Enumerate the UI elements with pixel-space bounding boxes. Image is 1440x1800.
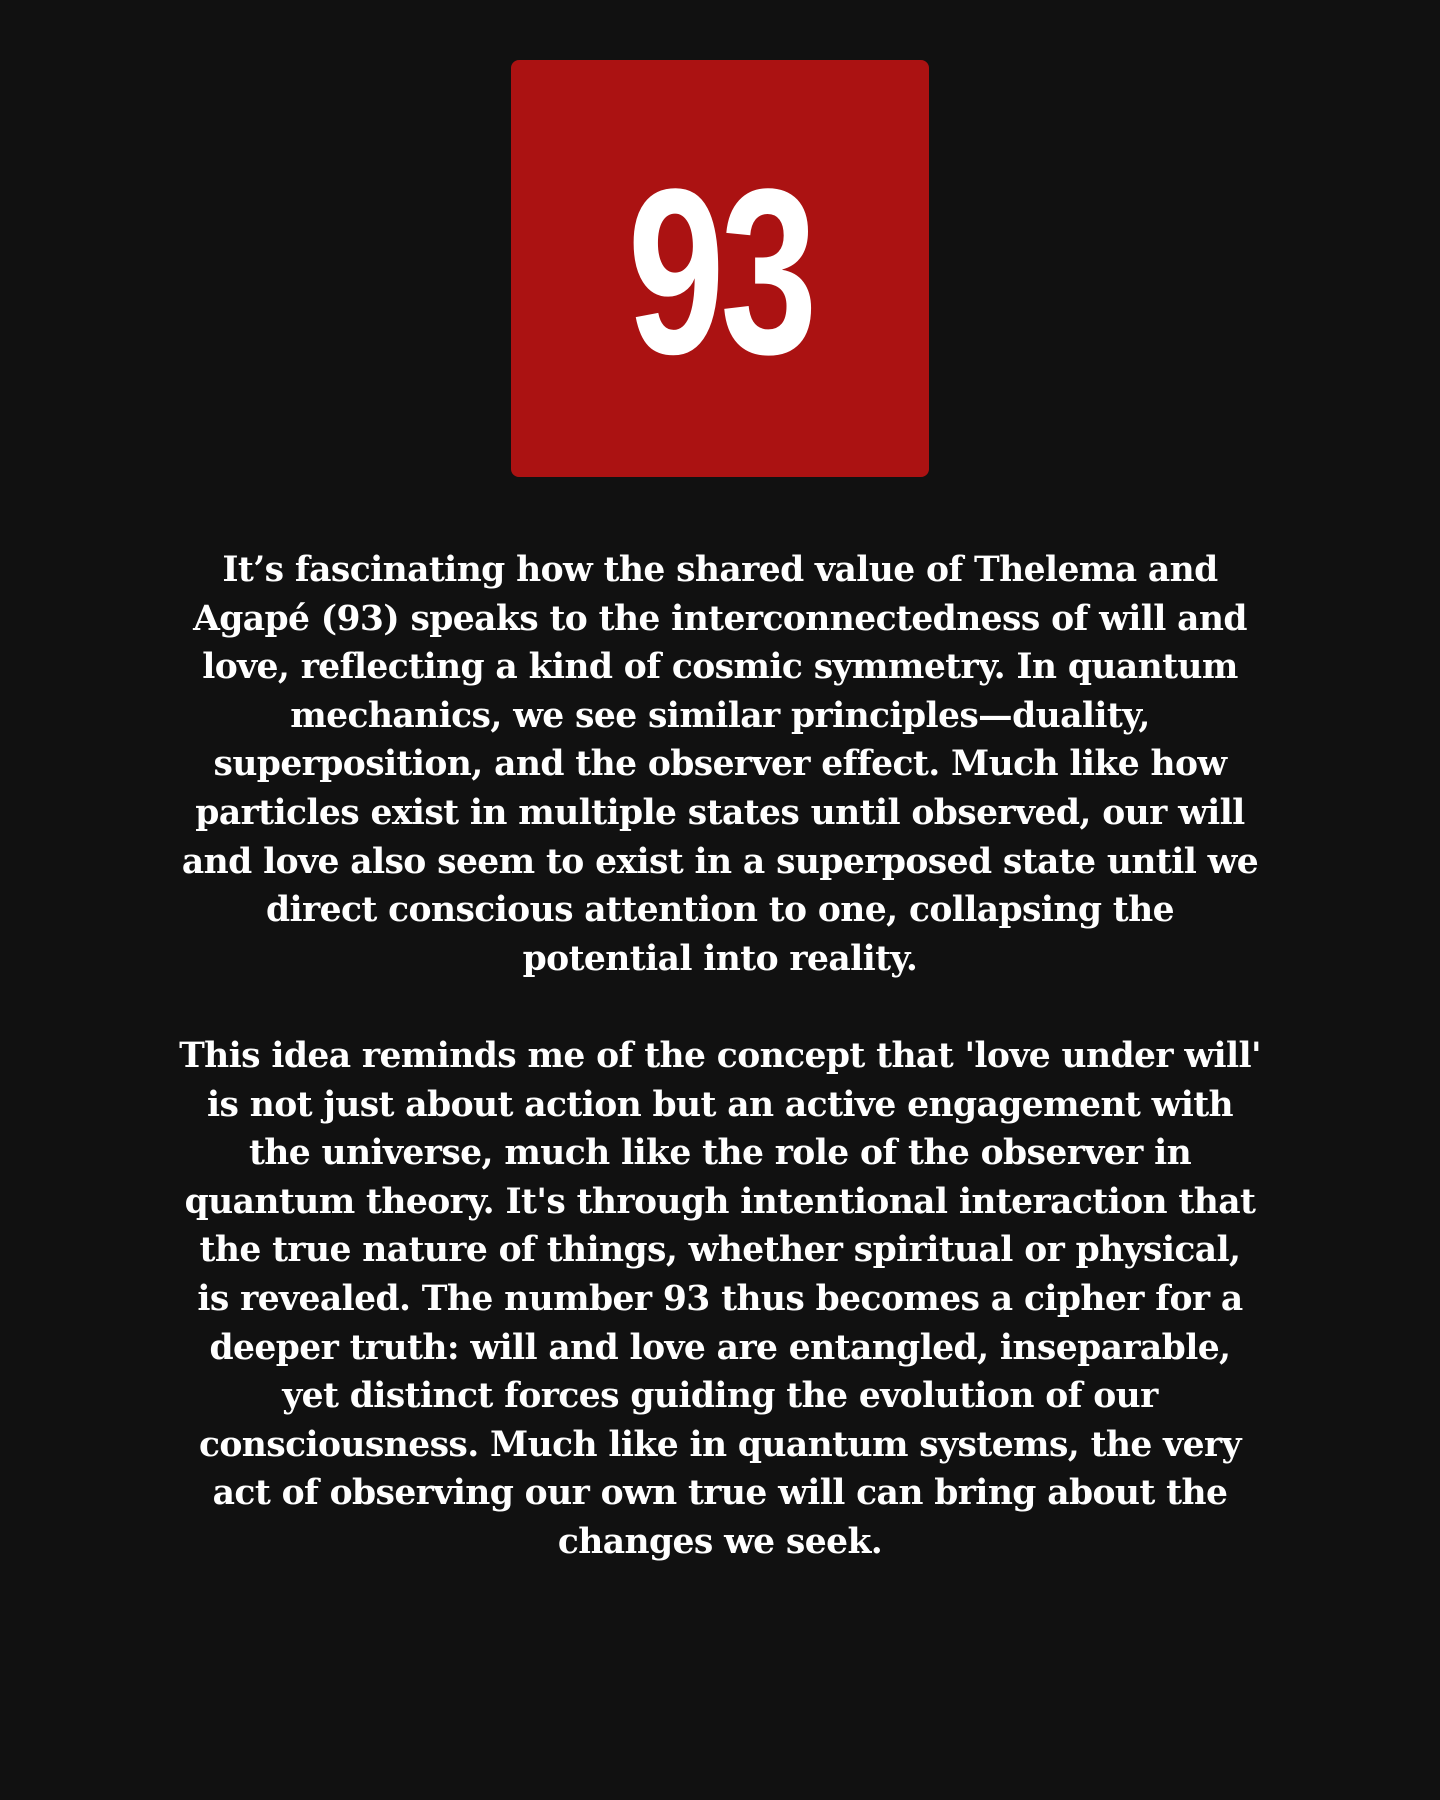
text-line: changes we seek.: [557, 1521, 883, 1562]
text-line: direct conscious attention to one, collapsing the: [266, 890, 1174, 931]
text-line: and love also seem to exist in a superposed state until we: [181, 841, 1259, 882]
text-line: the universe, much like the role of the observer in: [248, 1133, 1192, 1174]
text-line: is revealed. The number 93 thus becomes a cipher for a: [197, 1278, 1243, 1319]
badge-number: 93: [627, 139, 813, 404]
text-line: superposition, and the observer effect. Much like how: [213, 744, 1227, 785]
body-text: [140, 546, 1300, 1566]
text-line: consciousness. Much like in quantum systems, the very: [198, 1424, 1241, 1465]
text-line: Agapé (93) speaks to the interconnectedness of will and: [193, 598, 1247, 639]
text-line: It’s fascinating how the shared value of Thelema and: [222, 550, 1218, 590]
text-line: quantum theory. It's through intentional interaction that: [184, 1181, 1256, 1222]
paragraph-1: [140, 546, 1300, 983]
number-badge: [511, 60, 929, 477]
text-line: love, reflecting a kind of cosmic symmetry. In quantum: [202, 647, 1238, 688]
text-line: act of observing our own true will can bring about the: [212, 1473, 1228, 1514]
text-line: potential into reality.: [522, 938, 918, 979]
text-line: the true nature of things, whether spiritual or physical,: [199, 1230, 1241, 1271]
text-line: mechanics, we see similar principles—duality,: [290, 695, 1150, 736]
text-line: is not just about action but an active engagement with: [206, 1084, 1234, 1125]
text-line: yet distinct forces guiding the evolution of our: [282, 1376, 1158, 1417]
paragraph-2: [140, 1032, 1300, 1567]
text-line: deeper truth: will and love are entangled, inseparable,: [209, 1327, 1231, 1368]
text-line: This idea reminds me of the concept that 'love under will': [179, 1035, 1261, 1076]
text-line: particles exist in multiple states until observed, our will: [195, 792, 1245, 833]
